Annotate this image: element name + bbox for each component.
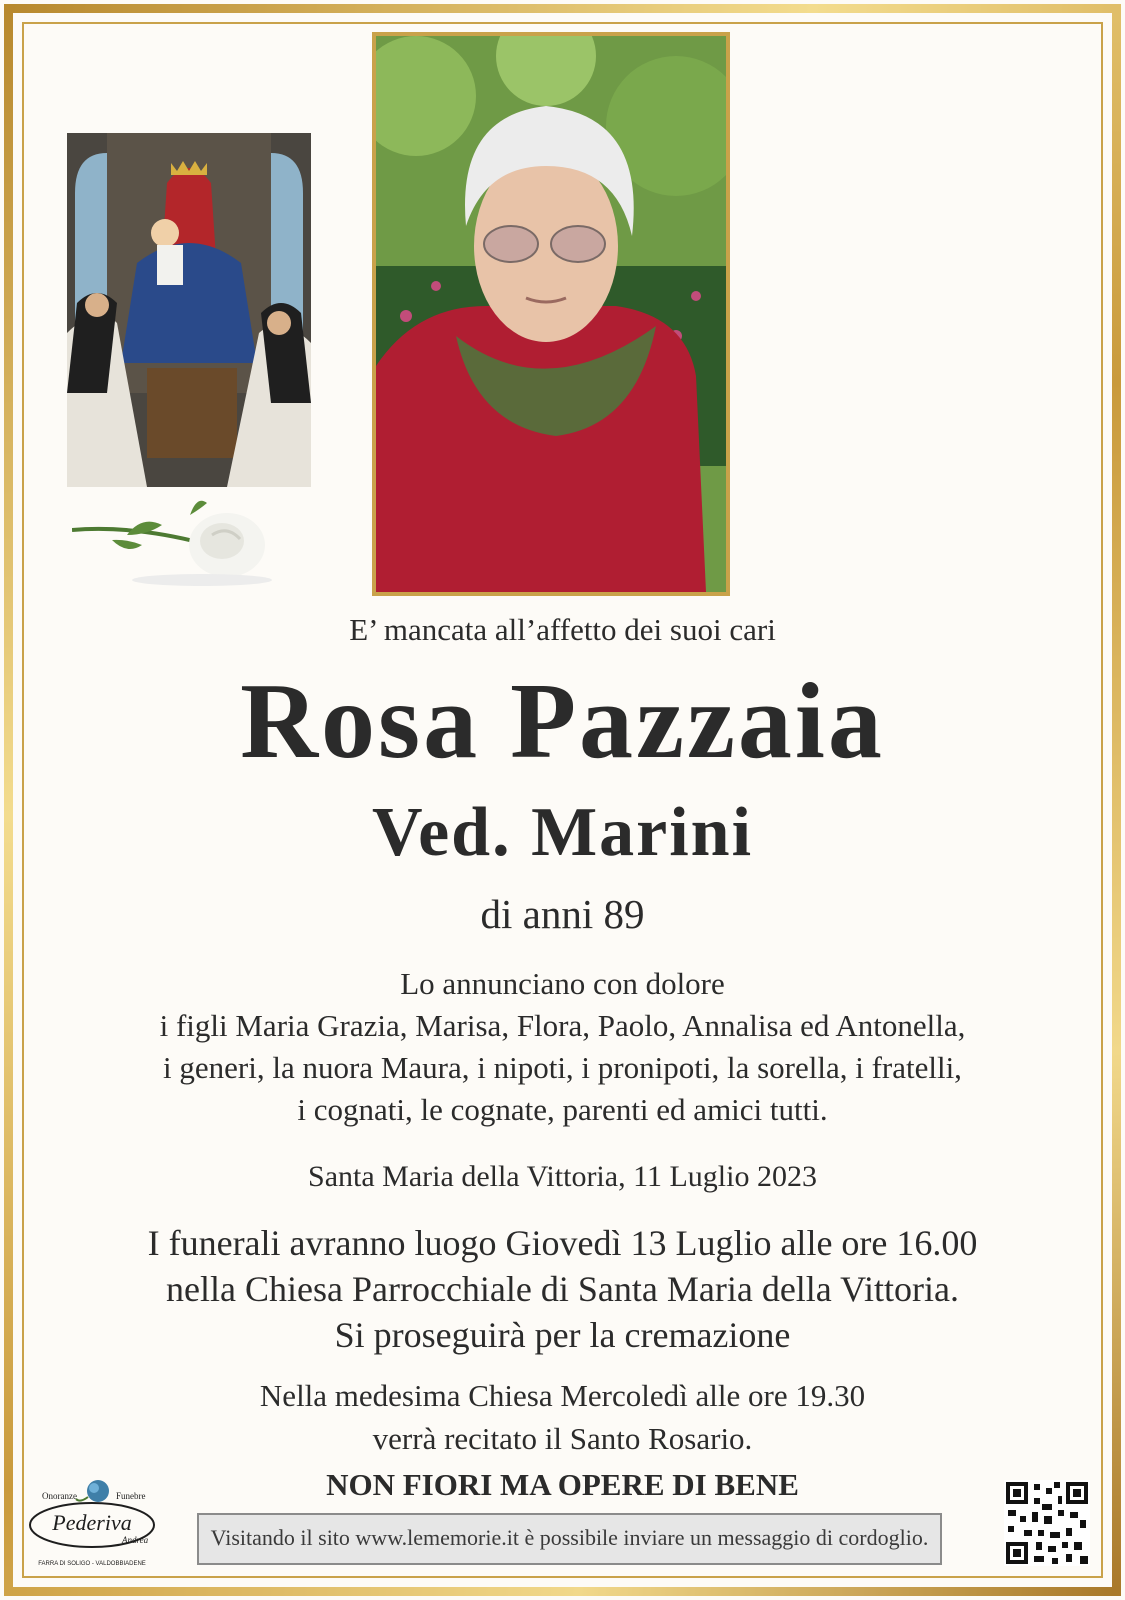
family-line: i generi, la nuora Maura, i nipoti, i pronipoti, la sorella, i fratelli, [163, 1050, 962, 1085]
funeral-line: I funerali avranno luogo Giovedì 13 Luglio alle ore 16.00 [147, 1223, 978, 1263]
rosary-line: Nella medesima Chiesa Mercoledì alle ore 19.30 [259, 1378, 866, 1413]
qr-code[interactable] [1004, 1480, 1090, 1566]
white-rose-image [72, 495, 282, 595]
logo-bottom: FARRA DI SOLIGO - VALDOBBIADENE [38, 1561, 146, 1567]
rosary-line: verrà recitato il Santo Rosario. [372, 1421, 753, 1456]
family-announcement [0, 963, 1125, 1131]
logo-top-right: Funebre [116, 1491, 146, 1501]
family-line: Lo annunciano con dolore [400, 966, 725, 1001]
funeral-line: nella Chiesa Parrocchiale di Santa Maria della Vittoria. [166, 1269, 959, 1309]
deceased-name: Rosa Pazzaia [240, 662, 885, 781]
logo-brand: Pederiva [52, 1510, 132, 1535]
age: di anni 89 [480, 891, 645, 937]
intro-text: E’ mancata all’affetto dei suoi cari [349, 612, 776, 647]
condolence-notice[interactable]: Visitando il sito www.lememorie.it è possibile inviare un messaggio di cordoglio. [197, 1513, 942, 1565]
funeral-home-logo [28, 1477, 168, 1572]
funeral-info [0, 1220, 1125, 1358]
deceased-portrait [372, 32, 730, 596]
no-flowers-text: NON FIORI MA OPERE DI BENE [326, 1467, 799, 1502]
logo-sub: Andrea [122, 1535, 149, 1545]
widow-of: Ved. Marini [371, 794, 754, 871]
family-line: i cognati, le cognate, parenti ed amici tutti. [297, 1092, 828, 1127]
place-date: Santa Maria della Vittoria, 11 Luglio 2023 [308, 1160, 817, 1193]
madonna-image [67, 133, 311, 487]
rosary-info [0, 1374, 1125, 1460]
family-line: i figli Maria Grazia, Marisa, Flora, Paolo, Annalisa ed Antonella, [159, 1008, 966, 1043]
funeral-line: Si proseguirà per la cremazione [334, 1315, 791, 1355]
logo-top-left: Onoranze [42, 1491, 77, 1501]
